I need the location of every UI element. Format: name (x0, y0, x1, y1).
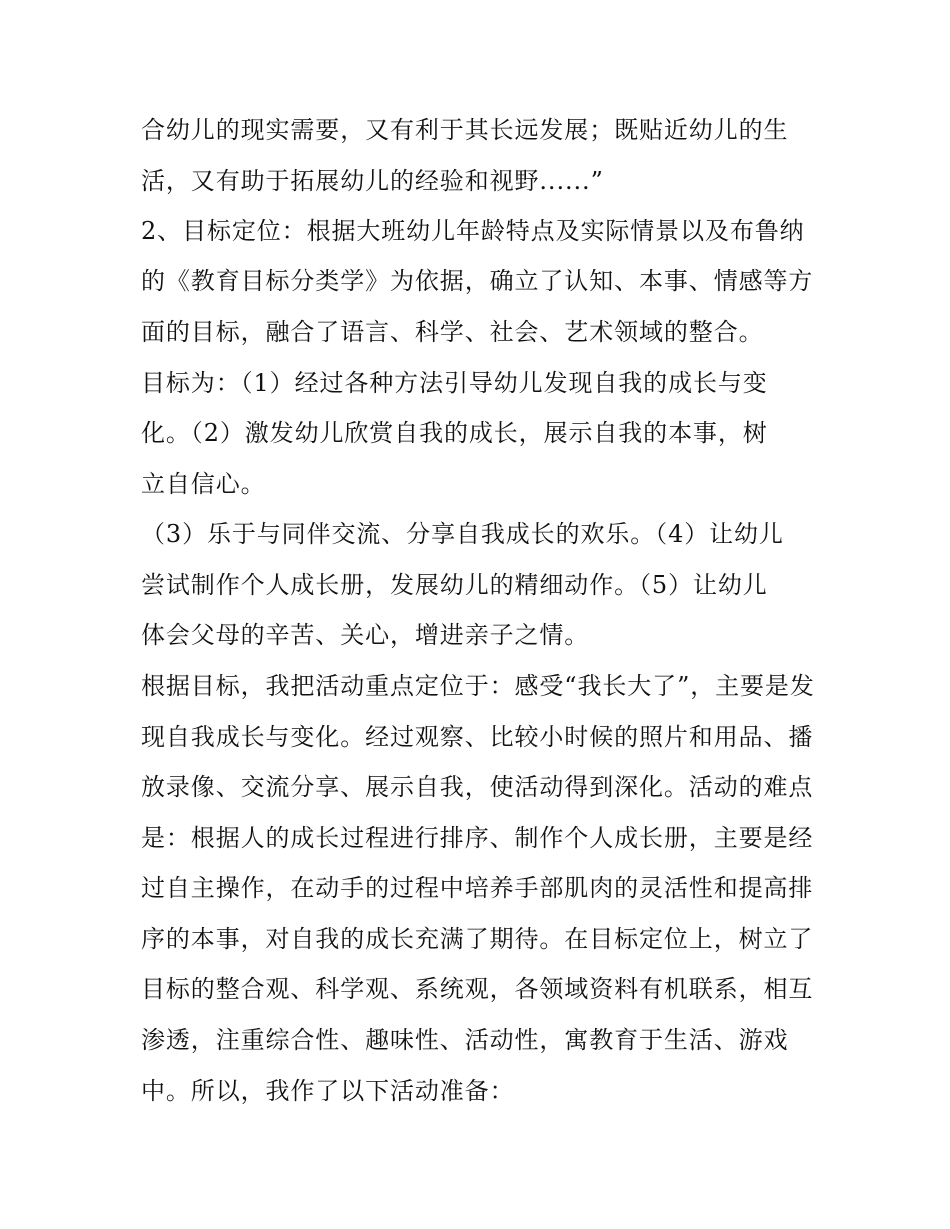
text-line: 活，又有助于拓展幼儿的经验和视野......” (141, 167, 604, 195)
text-line: 渗透，注重综合性、趣味性、活动性，寓教育于生活、游戏 (141, 1026, 789, 1054)
text-line: 序的本事，对自我的成长充满了期待。在目标定位上，树立了 (141, 925, 814, 953)
text-line: 中。所以，我作了以下活动准备： (141, 1077, 515, 1105)
text-line: 现自我成长与变化。经过观察、比较小时候的照片和用品、播 (141, 723, 814, 751)
text-line: 尝试制作个人成长册，发展幼儿的精细动作。（5）让幼儿 (141, 571, 768, 599)
text-line: 的《教育目标分类学》为依据，确立了认知、本事、情感等方 (141, 267, 814, 295)
text-line: 目标为：（1）经过各种方法引导幼儿发现自我的成长与变 (141, 369, 768, 397)
text-line: 根据目标，我把活动重点定位于：感受“我长大了”，主要是发 (141, 672, 815, 700)
text-line: 体会父母的辛苦、关心，增进亲子之情。 (141, 621, 590, 649)
text-line: 合幼儿的现实需要，又有利于其长远发展；既贴近幼儿的生 (141, 116, 789, 144)
text-line: 放录像、交流分享、展示自我，使活动得到深化。活动的难点 (141, 773, 814, 801)
text-line: （3）乐于与同伴交流、分享自我成长的欢乐。（4）让幼儿 (141, 520, 784, 548)
text-line: 目标的整合观、科学观、系统观，各领域资料有机联系，相互 (141, 975, 814, 1003)
text-line: 2、目标定位：根据大班幼儿年龄特点及实际情景以及布鲁纳 (141, 217, 805, 245)
text-line: 立自信心。 (141, 470, 266, 498)
text-line: 过自主操作，在动手的过程中培养手部肌肉的灵活性和提高排 (141, 874, 814, 902)
text-line: 是：根据人的成长过程进行排序、制作个人成长册，主要是经 (141, 824, 814, 852)
text-line: 面的目标，融合了语言、科学、社会、艺术领域的整合。 (141, 318, 764, 346)
text-line: 化。（2）激发幼儿欣赏自我的成长，展示自我的本事，树 (141, 419, 768, 447)
